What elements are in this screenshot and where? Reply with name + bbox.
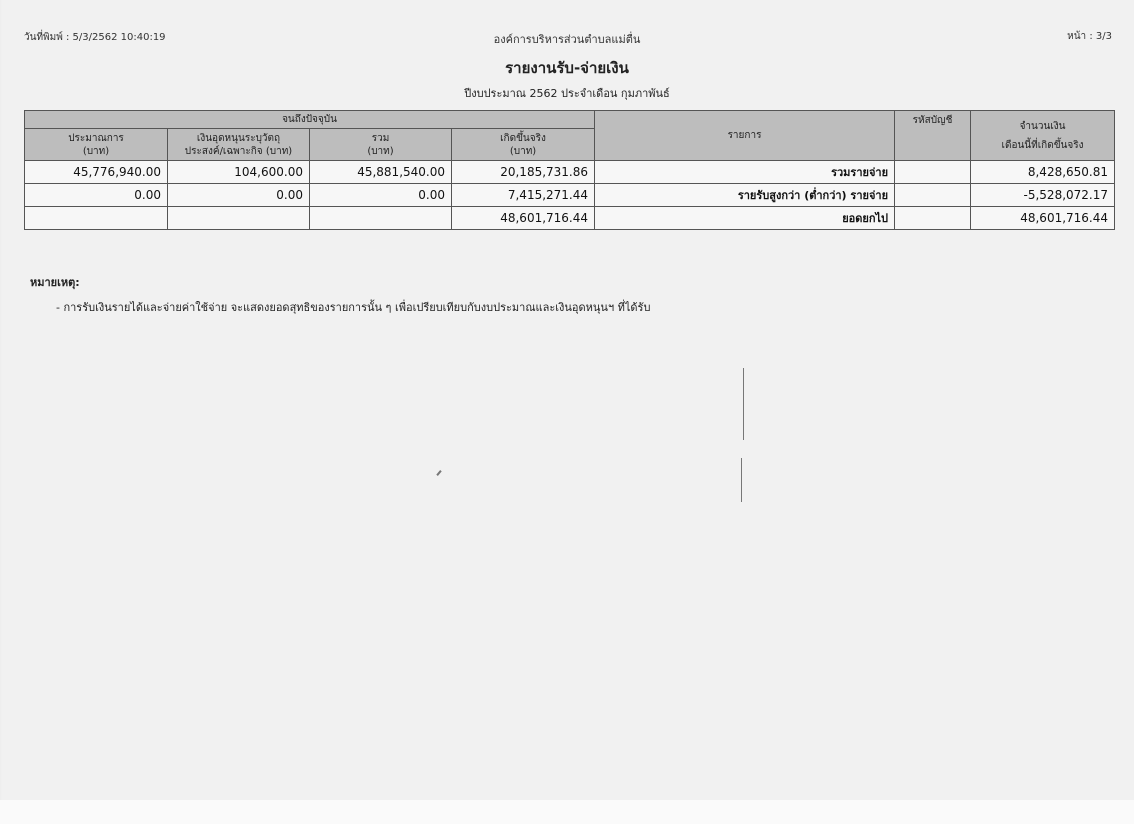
cell-actual: 20,185,731.86 [452,161,595,184]
header-item: รายการ [595,111,895,161]
cell-amount: 8,428,650.81 [971,161,1115,184]
header-estimate [25,129,168,161]
cell-amount: 48,601,716.44 [971,207,1115,230]
table-row [25,184,1115,207]
header-reserve-line2: ประสงค์/เฉพาะกิจ (บาท) [184,145,293,157]
cell-reserve: 104,600.00 [168,161,310,184]
cell-total: 45,881,540.00 [310,161,452,184]
header-actual-line2: (บาท) [509,145,537,157]
page-number: หน้า : 3/3 [1067,31,1112,42]
group-header: จนถึงปัจจุบัน [25,111,595,129]
report-table [24,110,1115,230]
page-margin [0,800,1134,824]
report-subtitle: ปีงบประมาณ 2562 ประจำเดือน กุมภาพันธ์ [464,87,670,100]
header-estimate-line1: ประมาณการ [68,132,124,144]
cell-total: 0.00 [310,184,452,207]
header-reserve-line1: เงินอุดหนุนระบุวัตถุ [196,132,281,144]
header-amount-line1: จำนวนเงิน [1019,120,1066,132]
cell-item: รวมรายจ่าย [595,161,895,184]
header-amount [971,111,1115,161]
cell-amount: -5,528,072.17 [971,184,1115,207]
notes-line: - การรับเงินรายได้และจ่ายค่าใช้จ่าย จะแสดงยอดสุทธิของรายการนั้น ๆ เพื่อเปรียบเทียบกับงบประมาณและเงินอุดหนุนฯ ที่ได้รับ [56,301,651,314]
header-actual-line1: เกิดขึ้นจริง [500,132,546,144]
notes-title: หมายเหตุ: [30,276,80,289]
table-row [25,207,1115,230]
cell-actual: 48,601,716.44 [452,207,595,230]
cell-account-code [895,161,971,184]
header-actual [452,129,595,161]
header-total-line2: (บาท) [367,145,394,157]
cell-item: รายรับสูงกว่า (ต่ำกว่า) รายจ่าย [595,184,895,207]
cell-total [310,207,452,230]
header-estimate-line2: (บาท) [82,145,110,157]
header-amount-line2: เดือนนี้ที่เกิดขึ้นจริง [1001,139,1084,151]
print-date: วันที่พิมพ์ : 5/3/2562 10:40:19 [24,32,166,43]
scan-artifact [743,368,744,440]
cell-estimate: 45,776,940.00 [25,161,168,184]
table-row [25,161,1115,184]
header-total [310,129,452,161]
cell-reserve: 0.00 [168,184,310,207]
cell-actual: 7,415,271.44 [452,184,595,207]
cell-item: ยอดยกไป [595,207,895,230]
cell-account-code [895,184,971,207]
header-account-code: รหัสบัญชี [895,111,971,161]
scan-artifact [741,458,742,502]
cell-account-code [895,207,971,230]
header-total-line1: รวม [371,132,390,144]
cell-estimate [25,207,168,230]
cell-estimate: 0.00 [25,184,168,207]
header-reserve [168,129,310,161]
organization-name: องค์การบริหารส่วนตำบลแม่ตื่น [493,33,641,46]
report-title: รายงานรับ-จ่ายเงิน [505,59,629,77]
cell-reserve [168,207,310,230]
